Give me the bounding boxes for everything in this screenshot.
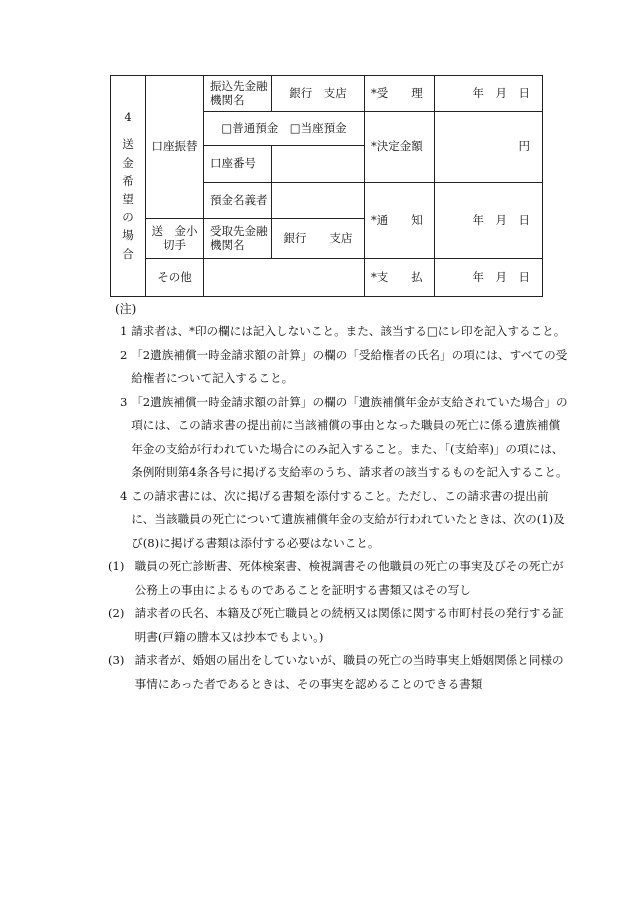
note-item (108, 485, 568, 556)
note-number: 4 (120, 488, 128, 503)
note-number: 1 (120, 324, 128, 338)
receipt-label: *受 理 (365, 76, 435, 112)
note-number: 3 (120, 394, 128, 409)
section-title-char: 望 (122, 192, 134, 206)
decided-amount-label: *決定金額 (365, 112, 435, 183)
note-text: 「2遺族補償一時金請求額の計算」の欄の「受給権者の氏名」の項には、すべての受給権者について記入すること。 (131, 347, 568, 385)
account-number-label: 口座番号 (204, 146, 272, 183)
note-text: 請求者は、*印の欄には記入しないこと。また、該当する□にレ印を記入すること。 (131, 324, 566, 338)
subnote-text: 請求者が、婚姻の届出をしていないが、職員の死亡の当時事実上婚姻関係と同様の事情にあった者であるときは、その事実を認めることのできる書類 (134, 653, 564, 691)
note-number: 2 (120, 347, 128, 362)
note-text: この請求書には、次に掲げる書類を添付すること。ただし、この請求書の提出前に、当該職員の死亡について遺族補償年金の支給が行われていたときは、次の(1)及び(8)に掲げる書類は添付する必要はないこと。 (131, 488, 565, 550)
subnote-item (108, 602, 568, 649)
deposit-types: □普通預金 □当座預金 (204, 112, 365, 146)
note-item (108, 391, 568, 485)
notes-heading: (注) (115, 302, 137, 316)
bank-label: 振込先金融機関名 (204, 76, 272, 112)
payment-label: *支 払 (365, 259, 435, 297)
note-item (108, 344, 568, 391)
receiving-bank-value: 銀行 支店 (272, 219, 365, 259)
remittance-check-label: 送 金小切手 (146, 219, 204, 259)
account-holder-value (272, 183, 365, 219)
account-number-value (272, 146, 365, 183)
subnote-number: (1) (108, 559, 125, 573)
section-title-char: 場 (122, 228, 134, 243)
subnote-number: (2) (108, 606, 125, 620)
section-title-char: 送 (122, 137, 134, 152)
receiving-bank-label: 受取先金融機関名 (204, 219, 272, 259)
other-value (204, 259, 365, 297)
section-title-char: の (122, 210, 134, 225)
receipt-date: 年 月 日 (435, 76, 543, 112)
amount-unit: 円 (435, 112, 543, 183)
section-title-char: 希 (122, 173, 134, 188)
subnote-number: (3) (108, 653, 125, 667)
subnote-text: 職員の死亡診断書、死体検案書、検視調書その他職員の死亡の事実及びその死亡が公務上の事由によるものであることを証明する書類又はその写し (134, 559, 564, 597)
account-transfer-label: 口座振替 (146, 76, 204, 219)
account-holder-label: 預金名義者 (204, 183, 272, 219)
section-title-char: 合 (122, 246, 134, 261)
note-item (108, 320, 568, 344)
subnote-item (108, 649, 568, 696)
notes-section (108, 320, 568, 696)
bank-value: 銀行 支店 (272, 76, 365, 112)
section-number: 4 (124, 110, 132, 125)
subnote-item (108, 555, 568, 602)
subnote-text: 請求者の氏名、本籍及び死亡職員との続柄又は関係に関する市町村長の発行する証明書(戸籍の謄本又は抄本でもよい。) (134, 606, 564, 644)
note-text: 「2遺族補償一時金請求額の計算」の欄の「遺族補償年金が支給されていた場合」の項には、この請求書の提出前に当該補償の事由となった職員の死亡に係る遺族補償年金の支給が行われていた場合にのみ記入すること。また、「(支給率)」の項には、条例附則第4条各号に掲げる支給率のうち、請求者の該当するものを記入すること。 (131, 394, 568, 479)
notice-label: *通 知 (365, 183, 435, 259)
section-cell (111, 76, 146, 297)
payment-date: 年 月 日 (435, 259, 543, 297)
other-label: その他 (146, 259, 204, 297)
remittance-table (110, 75, 543, 297)
section-title-char: 金 (122, 155, 134, 170)
notice-date: 年 月 日 (435, 183, 543, 259)
